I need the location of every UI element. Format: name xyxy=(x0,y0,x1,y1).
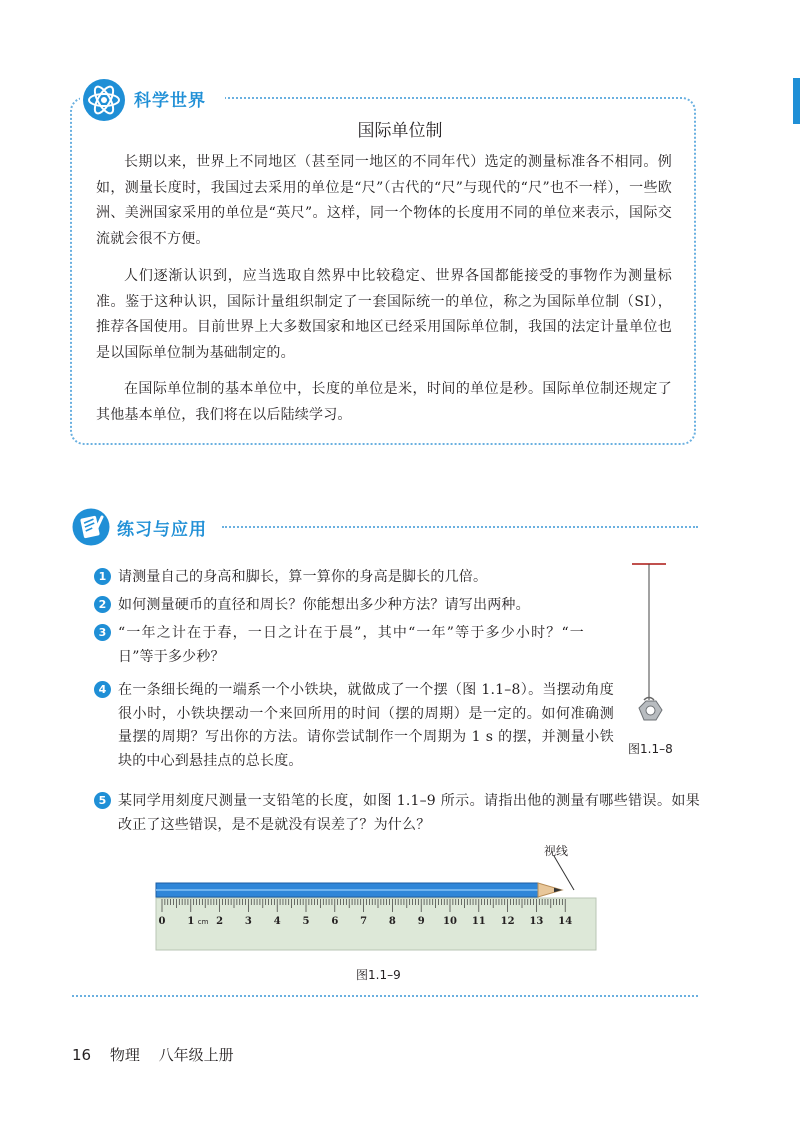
ruler-tick-label: 13 xyxy=(529,916,544,927)
ruler-tick-label: 6 xyxy=(331,916,339,927)
question-text: “一年之计在于春，一日之计在于晨”，其中“一年”等于多少小时？“一日”等于多少秒？ xyxy=(118,625,584,665)
subject-label: 物理 xyxy=(109,1046,140,1064)
ruler-tick-label: 14 xyxy=(558,916,573,927)
ruler-unit-label: cm xyxy=(197,918,209,926)
question-text: 某同学用刻度尺测量一支铅笔的长度，如图 1.1–9 所示。请指出他的测量有哪些错误。如果改正了这些错误，是不是就没有误差了？为什么？ xyxy=(118,793,700,833)
ruler-tick-label: 8 xyxy=(388,916,396,927)
ruler-tick-label: 10 xyxy=(443,916,457,927)
ruler-tick-label: 5 xyxy=(302,916,310,927)
sight-label: 视线 xyxy=(544,844,569,858)
ruler-tick-label: 7 xyxy=(360,916,368,927)
figure-caption: 图1.1–8 xyxy=(628,742,673,756)
ruler-tick-label: 12 xyxy=(500,916,515,927)
practice-icon xyxy=(72,508,110,546)
ruler-tick-label: 2 xyxy=(216,916,224,927)
bottom-divider xyxy=(72,995,698,997)
question-number: 5 xyxy=(94,792,111,809)
science-world-label: 科学世界 xyxy=(134,91,206,111)
page-number: 16 xyxy=(72,1046,92,1064)
ruler-tick-label: 1 xyxy=(187,916,195,927)
figure-caption: 图1.1–9 xyxy=(356,968,401,982)
question-text: 请测量自己的身高和脚长，算一算你的身高是脚长的几倍。 xyxy=(118,569,488,585)
ruler-tick-label: 0 xyxy=(158,916,166,927)
section-divider xyxy=(222,526,698,528)
ruler-tick-label: 3 xyxy=(244,916,252,927)
grade-label: 八年级上册 xyxy=(158,1046,234,1064)
ruler-tick-label: 11 xyxy=(471,916,486,927)
ruler-tick-label: 9 xyxy=(417,916,425,927)
question-text: 如何测量硬币的直径和周长？你能想出多少种方法？请写出两种。 xyxy=(118,597,530,613)
question-text: 在一条细长绳的一端系一个小铁块，就做成了一个摆（图 1.1–8）。当摆动角度很小时，小铁块摆动一个来回所用的时间（摆的周期）是一定的。如何准确测量摆的周期？写出你的方法。请你尝试制作一个周期为 1 s 的摆，并测量小铁块的中心到悬挂点的总长度。 xyxy=(118,682,614,769)
ruler-tick-label: 4 xyxy=(273,916,281,927)
paragraph: 人们逐渐认识到，应当选取自然界中比较稳定、世界各国都能接受的事物作为测量标准。鉴于这种认识，国际计量组织制定了一套国际统一的单位，称之为国际单位制（SI），推荐各国使用。目前世界上大多数国家和地区已经采用国际单位制，我国的法定计量单位也是以国际单位制为基础制定的。 xyxy=(96,268,672,361)
paragraph: 长期以来，世界上不同地区（甚至同一地区的不同年代）选定的测量标准各不相同。例如，测量长度时，我国过去采用的单位是“尺”（古代的“尺”与现代的“尺”也不一样），一些欧洲、美洲国家采用的单位是“英尺”。这样，同一个物体的长度用不同的单位来表示，国际交流就会很不方便。 xyxy=(96,154,672,247)
ruler-pencil-figure xyxy=(150,850,602,954)
pendulum-figure xyxy=(624,560,674,735)
question-number: 3 xyxy=(94,624,111,641)
practice-label: 练习与应用 xyxy=(117,520,207,540)
question-number: 2 xyxy=(94,596,111,613)
sight-line xyxy=(554,856,574,890)
question-number: 1 xyxy=(94,568,111,585)
paragraph: 在国际单位制的基本单位中，长度的单位是米，时间的单位是秒。国际单位制还规定了其他基本单位，我们将在以后陆续学习。 xyxy=(96,381,672,423)
box-title: 国际单位制 xyxy=(357,121,443,141)
question-number: 4 xyxy=(94,681,111,698)
page-footer xyxy=(72,1044,248,1065)
